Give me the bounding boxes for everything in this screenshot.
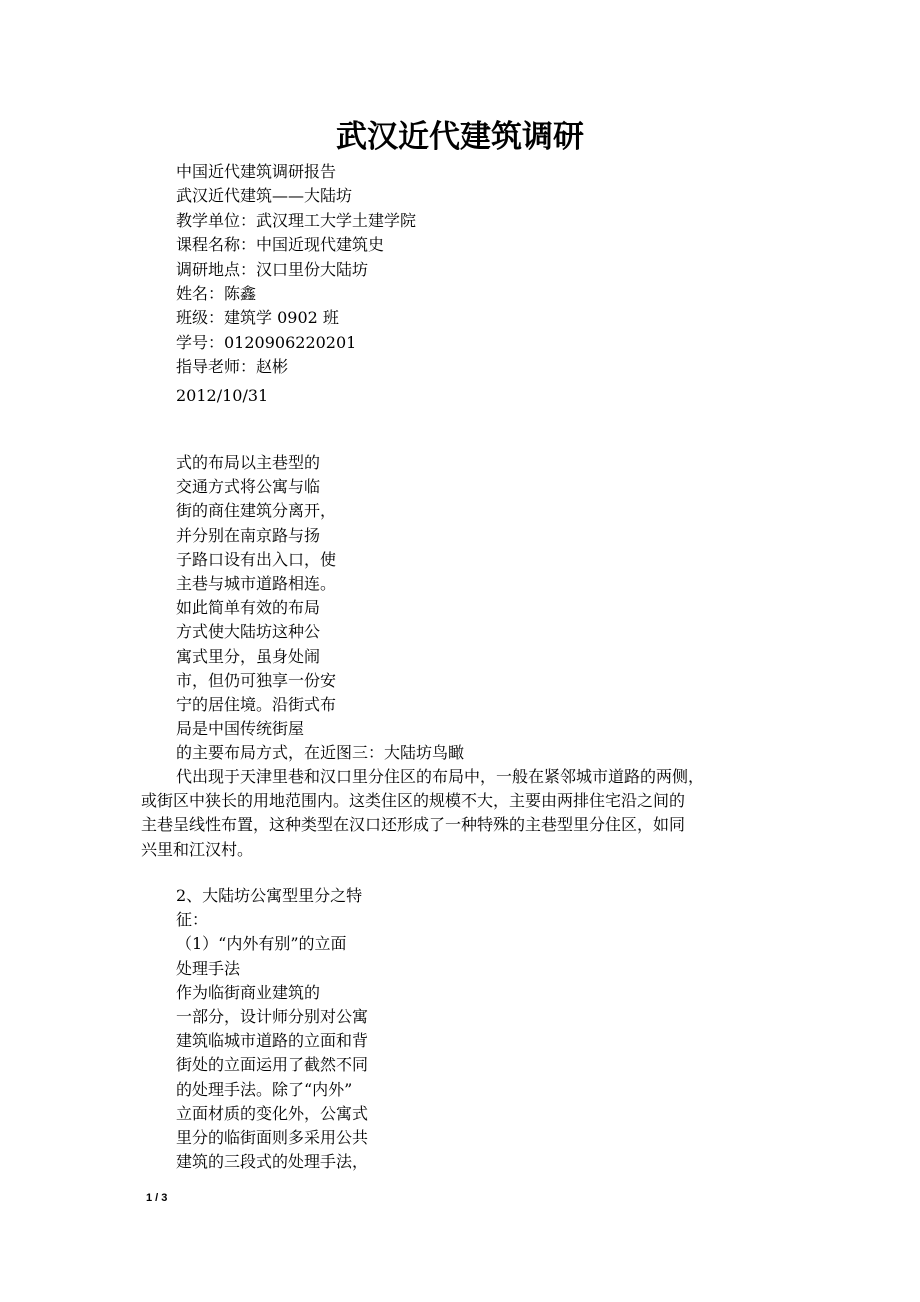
info-line: 武汉近代建筑——大陆坊: [176, 186, 353, 206]
text-line: 里分的临街面则多采用公共: [176, 1127, 369, 1147]
subsection-heading: 处理手法: [176, 958, 241, 978]
text-line: 如此简单有效的布局: [176, 598, 321, 618]
paragraph-line: 主巷呈线性布置，这种类型在汉口还形成了一种特殊的主巷型里分住区，如同: [141, 815, 686, 835]
text-line: 的主要布局方式，在近图三：大陆坊鸟瞰: [176, 743, 465, 763]
body-paragraph: [141, 765, 781, 862]
section-heading: 征：: [176, 910, 209, 930]
text-line: 交通方式将公寓与临: [176, 477, 321, 497]
text-line: 街的商住建筑分离开，: [176, 501, 337, 521]
text-line: 建筑的三段式的处理手法，: [176, 1152, 369, 1172]
text-line: 主巷与城市道路相连。: [176, 573, 337, 593]
info-line: 学号：0120906220201: [176, 332, 357, 352]
document-title: 武汉近代建筑调研: [336, 119, 584, 155]
subsection-heading: （1）“内外有别”的立面: [176, 934, 347, 954]
text-line: 街处的立面运用了截然不同: [176, 1055, 369, 1075]
page-number: 1 / 3: [146, 1192, 168, 1204]
text-line: 一部分，设计师分别对公寓: [176, 1006, 369, 1026]
info-line: 教学单位：武汉理工大学土建学院: [176, 210, 417, 230]
text-line: 寓式里分，虽身处闹: [176, 646, 321, 666]
text-line: 并分别在南京路与扬: [176, 525, 321, 545]
text-line: 建筑临城市道路的立面和背: [176, 1031, 369, 1051]
text-line: 宁的居住境。沿街式布: [176, 694, 337, 714]
text-line: 子路口设有出入口，使: [176, 549, 337, 569]
text-line: 式的布局以主巷型的: [176, 453, 321, 472]
report-info-block: [176, 160, 416, 408]
text-line: 作为临街商业建筑的: [176, 982, 321, 1002]
info-line: 班级：建筑学 0902 班: [176, 308, 339, 328]
report-date: 2012/10/31: [176, 385, 269, 405]
section-heading: 2、大陆坊公寓型里分之特: [176, 886, 363, 905]
info-line: 调研地点：汉口里份大陆坊: [176, 259, 369, 279]
info-line: 中国近代建筑调研报告: [176, 162, 337, 181]
info-line: 课程名称：中国近现代建筑史: [176, 235, 385, 255]
narrow-text-column: [176, 451, 464, 765]
paragraph-line: 或街区中狭长的用地范围内。这类住区的规模不大，主要由两排住宅沿之间的: [141, 791, 686, 811]
text-line: 立面材质的变化外，公寓式: [176, 1103, 369, 1123]
paragraph-line: 兴里和江汉村。: [141, 839, 254, 859]
text-line: 方式使大陆坊这种公: [176, 622, 321, 642]
text-line: 市，但仍可独享一份安: [176, 670, 337, 690]
text-line: 局是中国传统街屋: [176, 719, 305, 739]
paragraph-line: 代出现于天津里巷和汉口里分住区的布局中，一般在紧邻城市道路的两侧，: [176, 767, 705, 786]
text-line: 的处理手法。除了“内外”: [176, 1079, 353, 1099]
info-line: 指导老师：赵彬: [176, 357, 289, 377]
section-text-column: [176, 884, 368, 1174]
info-line: 姓名：陈鑫: [176, 283, 257, 303]
